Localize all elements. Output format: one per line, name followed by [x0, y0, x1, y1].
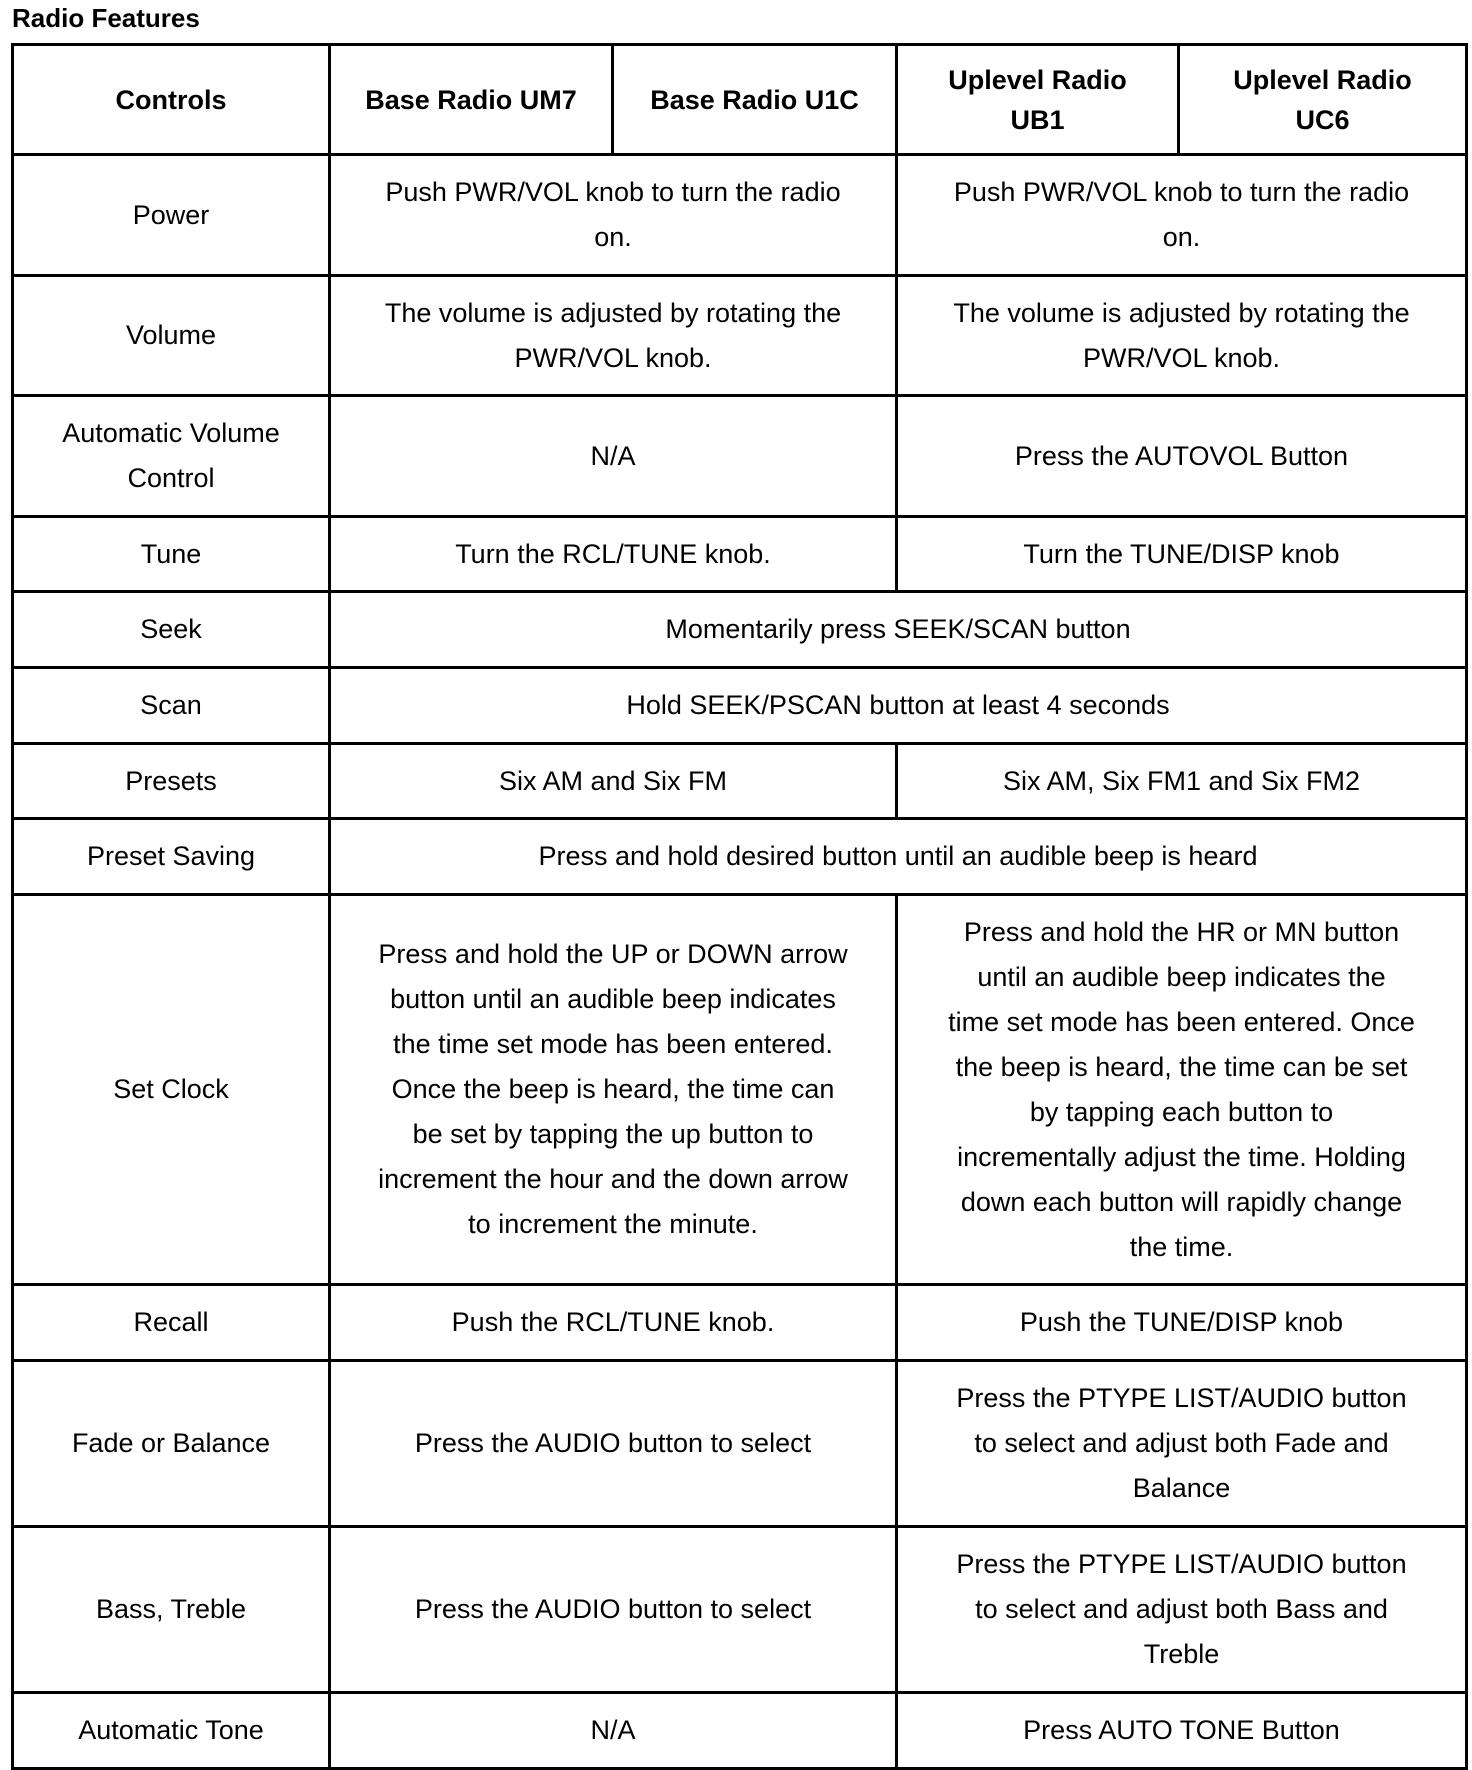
base-radio-cell: Press and hold the UP or DOWN arrow button until an audible beep indicates the time set mode has been entered. Once the beep is heard, the time can be set by tapping the up button to increment the hour and the down arrow to increment the minute.: [330, 895, 897, 1285]
base-radio-cell: Push the RCL/TUNE knob.: [330, 1285, 897, 1361]
uplevel-radio-cell: Press the PTYPE LIST/AUDIO button to select and adjust both Fade and Balance: [897, 1361, 1467, 1527]
control-label: Recall: [13, 1285, 330, 1361]
uplevel-radio-cell: Push the TUNE/DISP knob: [897, 1285, 1467, 1361]
row-recall: [13, 1285, 1467, 1361]
row-set-clock: [13, 895, 1467, 1285]
row-volume: [13, 276, 1467, 396]
header-base-u1c: Base Radio U1C: [613, 45, 897, 155]
base-radio-cell: N/A: [330, 396, 897, 517]
control-label: Set Clock: [13, 895, 330, 1285]
base-radio-cell: N/A: [330, 1693, 897, 1769]
row-bass-treble: [13, 1527, 1467, 1693]
base-radio-cell: Push PWR/VOL knob to turn the radio on.: [330, 155, 897, 276]
header-controls: Controls: [13, 45, 330, 155]
header-base-um7: Base Radio UM7: [330, 45, 613, 155]
all-radios-cell: Press and hold desired button until an audible beep is heard: [330, 819, 1467, 895]
control-label: Scan: [13, 668, 330, 744]
control-label: Automatic Tone: [13, 1693, 330, 1769]
header-uplevel-ub1: Uplevel Radio UB1: [897, 45, 1179, 155]
uplevel-radio-cell: The volume is adjusted by rotating the PWR/VOL knob.: [897, 276, 1467, 396]
row-presets: [13, 744, 1467, 819]
base-radio-cell: Press the AUDIO button to select: [330, 1361, 897, 1527]
control-label: Fade or Balance: [13, 1361, 330, 1527]
base-radio-cell: Press the AUDIO button to select: [330, 1527, 897, 1693]
header-uplevel-uc6: Uplevel Radio UC6: [1179, 45, 1467, 155]
uplevel-radio-cell: Press the PTYPE LIST/AUDIO button to select and adjust both Bass and Treble: [897, 1527, 1467, 1693]
uplevel-radio-cell: Six AM, Six FM1 and Six FM2: [897, 744, 1467, 819]
all-radios-cell: Hold SEEK/PSCAN button at least 4 seconds: [330, 668, 1467, 744]
uplevel-radio-cell: Press the AUTOVOL Button: [897, 396, 1467, 517]
control-label: Tune: [13, 517, 330, 592]
uplevel-radio-cell: Press and hold the HR or MN button until an audible beep indicates the time set mode has been entered. Once the beep is heard, the time can be set by tapping each button to incrementally adjust the time. Holding down each button will rapidly change the time.: [897, 895, 1467, 1285]
control-label: Volume: [13, 276, 330, 396]
control-label: Bass, Treble: [13, 1527, 330, 1693]
radio-features-table: [11, 43, 1468, 1770]
row-automatic-tone: [13, 1693, 1467, 1769]
uplevel-radio-cell: Press AUTO TONE Button: [897, 1693, 1467, 1769]
row-scan: [13, 668, 1467, 744]
header-row: [13, 45, 1467, 155]
base-radio-cell: The volume is adjusted by rotating the PWR/VOL knob.: [330, 276, 897, 396]
control-label: Power: [13, 155, 330, 276]
row-fade-or-balance: [13, 1361, 1467, 1527]
uplevel-radio-cell: Turn the TUNE/DISP knob: [897, 517, 1467, 592]
all-radios-cell: Momentarily press SEEK/SCAN button: [330, 592, 1467, 668]
control-label: Seek: [13, 592, 330, 668]
base-radio-cell: Turn the RCL/TUNE knob.: [330, 517, 897, 592]
control-label: Preset Saving: [13, 819, 330, 895]
row-automatic-volume-control: [13, 396, 1467, 517]
document-title: Radio Features: [12, 3, 200, 33]
row-power: [13, 155, 1467, 276]
control-label: Automatic Volume Control: [13, 396, 330, 517]
row-preset-saving: [13, 819, 1467, 895]
row-tune: [13, 517, 1467, 592]
control-label: Presets: [13, 744, 330, 819]
uplevel-radio-cell: Push PWR/VOL knob to turn the radio on.: [897, 155, 1467, 276]
base-radio-cell: Six AM and Six FM: [330, 744, 897, 819]
row-seek: [13, 592, 1467, 668]
